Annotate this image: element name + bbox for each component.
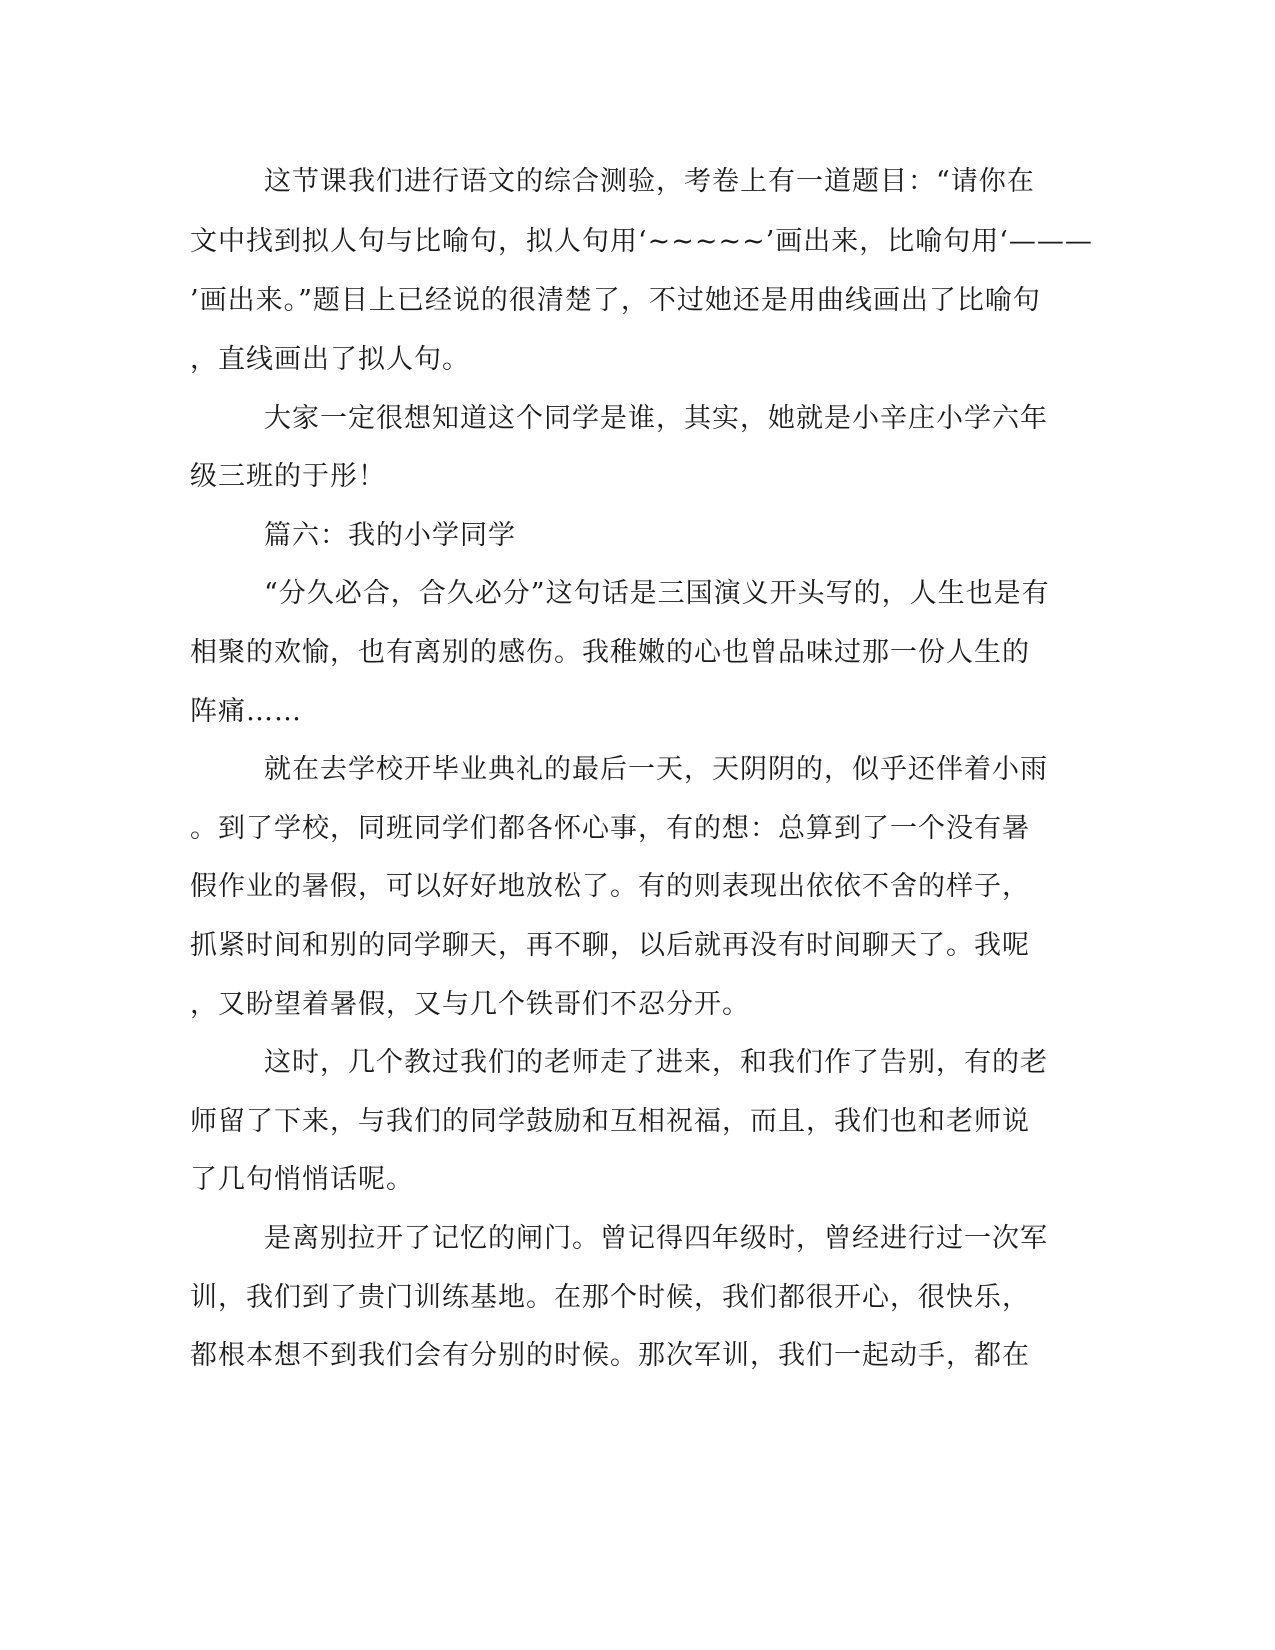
text-line: 。到了学校，同班同学们都各怀心事，有的想：总算到了一个没有暑	[190, 813, 1030, 844]
text-line: 师留了下来，与我们的同学鼓励和互相祝福，而且，我们也和老师说	[190, 1106, 1030, 1137]
text-line: 阵痛……	[190, 696, 302, 727]
text-line: 抓紧时间和别的同学聊天，再不聊，以后就再没有时间聊天了。我呢	[190, 930, 1030, 961]
text-line: “分久必合，合久必分”这句话是三国演义开头写的，人生也是有	[264, 578, 1050, 609]
text-line: 大家一定很想知道这个同学是谁，其实，她就是小辛庄小学六年	[264, 403, 1048, 434]
text-line: 就在去学校开毕业典礼的最后一天，天阴阴的，似乎还伴着小雨	[264, 754, 1048, 785]
section-heading: 篇六：我的小学同学	[264, 520, 516, 551]
text-line: 是离别拉开了记忆的闸门。曾记得四年级时，曾经进行过一次军	[264, 1223, 1048, 1254]
text-line: 假作业的暑假，可以好好地放松了。有的则表现出依依不舍的样子，	[190, 871, 1030, 902]
text-line: 文中找到拟人句与比喻句，拟人句用‘~~~~~’画出来，比喻句用‘———	[190, 226, 1093, 257]
text-line: ，又盼望着暑假，又与几个铁哥们不忍分开。	[190, 989, 750, 1020]
text-line: 级三班的于彤！	[190, 461, 386, 492]
text-line: 都根本想不到我们会有分别的时候。那次军训，我们一起动手，都在	[190, 1340, 1030, 1371]
text-line: 这时，几个教过我们的老师走了进来，和我们作了告别，有的老	[264, 1047, 1048, 1078]
text-line: 相聚的欢愉，也有离别的感伤。我稚嫩的心也曾品味过那一份人生的	[190, 637, 1030, 668]
text-line: ，直线画出了拟人句。	[190, 344, 470, 375]
text-line: ’画出来。”题目上已经说的很清楚了，不过她还是用曲线画出了比喻句	[190, 285, 1041, 316]
text-line: 这节课我们进行语文的综合测验，考卷上有一道题目：“请你在	[264, 166, 1035, 197]
text-line: 训，我们到了贵门训练基地。在那个时候，我们都很开心，很快乐，	[190, 1282, 1030, 1313]
text-line: 了几句悄悄话呢。	[190, 1164, 414, 1195]
